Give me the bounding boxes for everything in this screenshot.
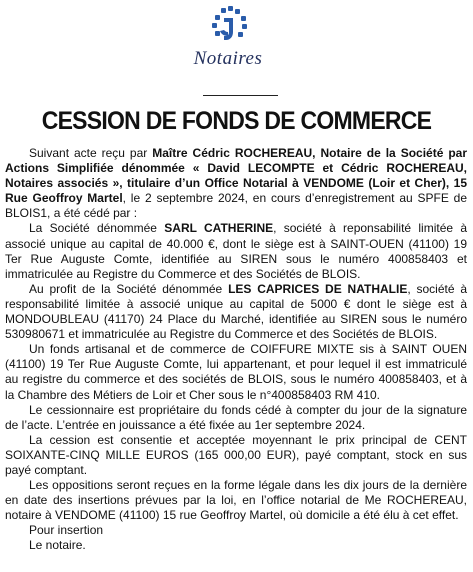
paragraph-business: Un fonds artisanal et de commerce de COIFFURE MIXTE sis à SAINT OUEN (41100) 19 Ter Rue Auguste Comte, lui appartenant, et pour lequel il est immatriculé au registre du commerce et des sociétés de BLOIS, sous le numéro 400858403, et à la Chambre des Métiers de Loir et Cher sous le n°400858403 RM 410. xyxy=(5,342,467,402)
paragraph-price: La cession est consentie et acceptée moyennant le prix principal de CENT SOIXANTE-CINQ MILLE EUROS (165 000,00 EUR), payé comptant, stock en sus payé comptant. xyxy=(5,432,467,477)
insertion-line: Pour insertion xyxy=(29,523,104,538)
divider xyxy=(203,95,278,96)
logo-brand-text: Notaires xyxy=(193,48,263,69)
notaires-emblem-icon xyxy=(207,6,249,46)
signature-line: Le notaire. xyxy=(29,538,86,553)
paragraph-seller: La Société dénommée SARL CATHERINE, société à reponsabilité limitée à associé unique au capital de 40.000 €, dont le siège est à SAINT-OUEN (41100) 19 Ter Rue Auguste Comte, identifiée au SIREN sous le numéro 400858403 et immatriculée au Registre du Commerce et des Sociétés de BLOIS. xyxy=(5,221,467,281)
notice-body xyxy=(5,146,467,554)
paragraph-ownership: Le cessionnaire est propriétaire du fonds cédé à compter du jour de la signature de l’acte. L’entrée en jouissance a été fixée au 1er septembre 2024. xyxy=(5,402,467,432)
notice-title: CESSION DE FONDS DE COMMERCE xyxy=(41,107,432,135)
paragraph-buyer: Au profit de la Société dénommée LES CAPRICES DE NATHALIE, société à responsabilité limitée à associé unique au capital de 5000 € dont le siège est à MONDOUBLEAU (41170) 24 Place du Marché, identifiée au SIREN sous le numéro 530980671 et immatriculée au Registre du Commerce et des Sociétés de BLOIS. xyxy=(5,281,468,342)
paragraph-oppositions: Les oppositions seront reçues en la forme légale dans les dix jours de la dernière en date des insertions prévues par la loi, en l’office notarial de Me ROCHEREAU, notaire à VENDOME (41100) 15 rue Geoffroy Martel, où domicile a été élu à cet effet. xyxy=(5,478,467,523)
paragraph-act: Suivant acte reçu par Maître Cédric ROCHEREAU, Notaire de la Société par Actions Simplifiée dénommée « David LECOMPTE et Cédric ROCHEREAU, Notaires associés », titulaire d’un Office Notarial à VENDOME (Loir et Cher), 15 Rue Geoffroy Martel, le 2 septembre 2024, en cours d’enregistrement au SPFE de BLOIS1, a été cédé par : xyxy=(5,146,468,221)
notaires-logo xyxy=(183,6,273,72)
